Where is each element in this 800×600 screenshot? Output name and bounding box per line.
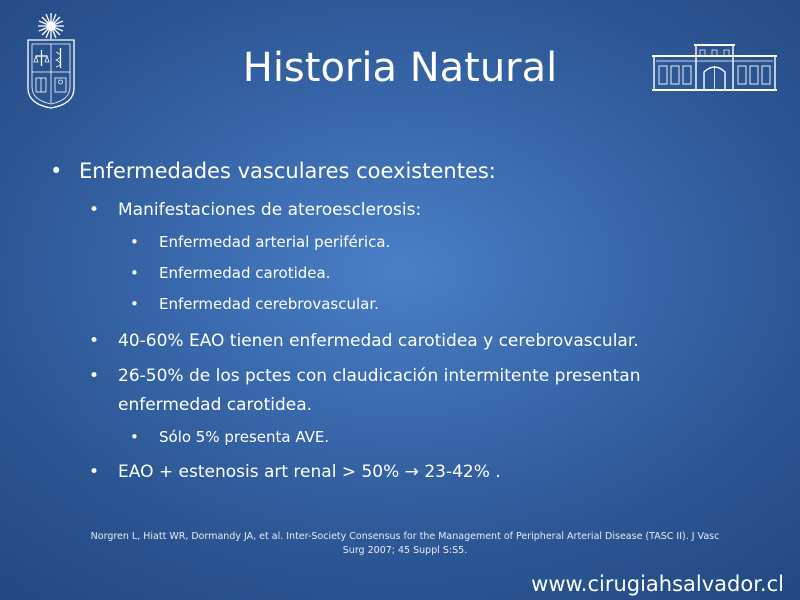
bullet-marker: • — [50, 159, 63, 183]
bullet-marker: • — [130, 295, 139, 313]
bullet-marker: • — [89, 462, 100, 482]
bullet-item-continuation: enfermedad carotidea. — [118, 395, 313, 415]
bullet-item: Sólo 5% presenta AVE. — [159, 428, 330, 446]
bullet-marker: • — [130, 233, 139, 251]
bullet-text-before: EAO + estenosis art renal > 50% — [118, 462, 400, 482]
bullet-text-after: 23-42% . — [424, 462, 501, 482]
reference-citation — [60, 530, 750, 558]
bullet-marker: • — [130, 428, 139, 446]
arrow-right-icon: → — [404, 462, 419, 482]
bullet-item: Manifestaciones de ateroesclerosis: — [118, 200, 422, 220]
bullet-item: Enfermedades vasculares coexistentes: — [79, 159, 496, 183]
bullet-item: 40-60% EAO tienen enfermedad carotidea y cerebrovascular. — [118, 331, 639, 351]
slide-title: Historia Natural — [242, 45, 558, 91]
bullet-item: Enfermedad arterial periférica. — [159, 233, 391, 251]
bullet-item: Enfermedad cerebrovascular. — [159, 295, 379, 313]
bullet-item — [118, 458, 501, 486]
bullet-marker: • — [89, 331, 100, 351]
website-url: www.cirugiahsalvador.cl — [531, 572, 784, 596]
bullet-item: Enfermedad carotidea. — [159, 264, 331, 282]
bullet-marker: • — [89, 366, 100, 386]
bullet-item: 26-50% de los pctes con claudicación intermitente presentan — [118, 366, 641, 386]
reference-line: Norgren L, Hiatt WR, Dormandy JA, et al. Inter-Society Consensus for the Management of Peripheral Arterial Disease (TASC II). J Vasc — [90, 531, 720, 542]
reference-line: Surg 2007; 45 Suppl S:S5. — [342, 545, 468, 556]
bullet-marker: • — [89, 200, 100, 220]
bullet-marker: • — [130, 264, 139, 282]
